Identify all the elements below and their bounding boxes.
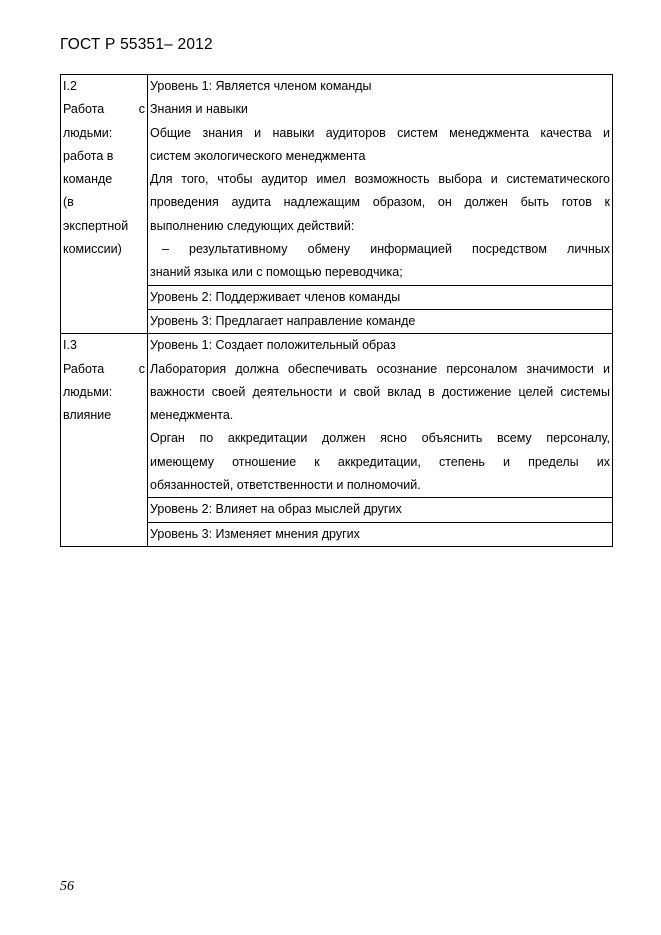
level-1-heading: Уровень 1: Создает положительный образ: [150, 338, 396, 353]
document-header: ГОСТ Р 55351– 2012: [60, 36, 213, 53]
level-2-cell: Уровень 2: Поддерживает членов команды: [148, 285, 613, 309]
level-3-cell: Уровень 3: Изменяет мнения других: [148, 522, 613, 546]
body-line: Лаборатория должна обеспечивать осознание персоналом значимости и: [150, 361, 610, 376]
body-line: – результативному обмену информацией посредством личных: [162, 242, 610, 257]
level-2-cell: Уровень 2: Влияет на образ мыслей других: [148, 498, 613, 522]
section-title-line: работа в: [63, 148, 114, 163]
body-line: важности своей деятельности и свой вклад в достижение целей системы: [150, 384, 610, 399]
body-line: имеющему отношение к аккредитации, степень и пределы их: [150, 454, 610, 469]
section-title-line: Работа с: [63, 361, 145, 376]
level-1-cell: [148, 75, 613, 286]
competence-table: [60, 74, 613, 547]
section-title-line: команде: [63, 172, 113, 187]
section-code: I.2: [63, 79, 77, 93]
section-left-cell: [61, 75, 148, 334]
section-title-line: влияние: [63, 408, 112, 423]
level-1-heading: Уровень 1: Является членом команды: [150, 79, 372, 93]
section-title-line: людьми:: [63, 384, 113, 399]
table-row: [61, 334, 613, 498]
body-line: Для того, чтобы аудитор имел возможность выбора и систематического: [150, 172, 610, 187]
section-title-line: экспертной: [63, 218, 129, 233]
body-line: Знания и навыки: [150, 102, 248, 117]
section-title-line: (в: [63, 195, 74, 210]
section-title-line: Работа с: [63, 102, 145, 117]
body-line: Орган по аккредитации должен ясно объяснить всему персоналу,: [150, 431, 610, 446]
body-line: менеджмента.: [150, 408, 234, 423]
body-line: обязанностей, ответственности и полномочий.: [150, 478, 421, 493]
body-line: Общие знания и навыки аудиторов систем менеджмента качества и: [150, 125, 610, 140]
section-left-cell: [61, 334, 148, 547]
body-line: систем экологического менеджмента: [150, 148, 366, 163]
level-3-cell: Уровень 3: Предлагает направление команде: [148, 309, 613, 333]
table-row: [61, 75, 613, 286]
section-title-line: людьми:: [63, 125, 113, 140]
level-1-cell: [148, 334, 613, 498]
body-line: знаний языка или с помощью переводчика;: [150, 265, 403, 280]
section-code: I.3: [63, 338, 77, 353]
body-line: проведения аудита надлежащим образом, он должен быть готов к: [150, 195, 610, 210]
section-title-line: комиссии): [63, 242, 122, 257]
page-number: 56: [60, 879, 74, 894]
body-line: выполнению следующих действий:: [150, 218, 355, 233]
